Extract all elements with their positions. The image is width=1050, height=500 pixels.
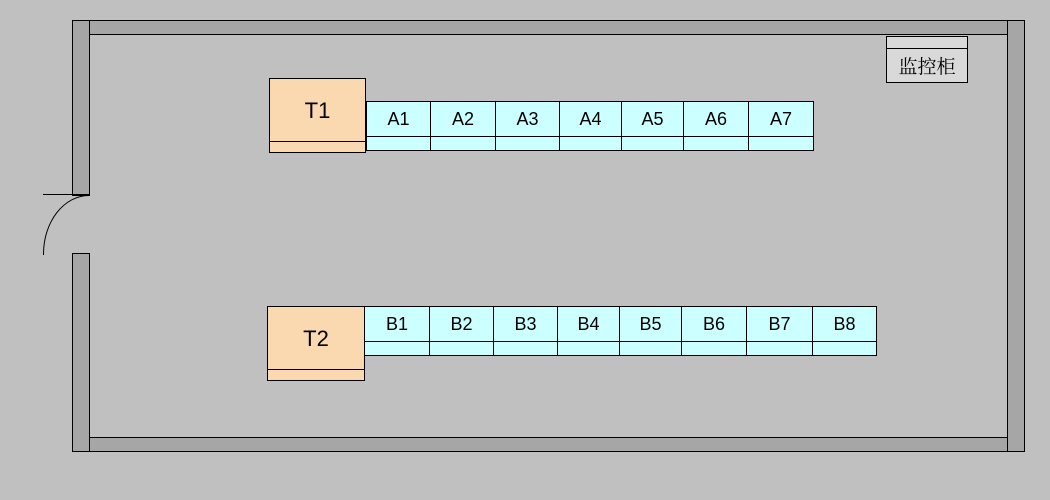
rack-label: A1 bbox=[387, 108, 410, 129]
rack-label: B1 bbox=[385, 313, 409, 334]
rack-b1[interactable] bbox=[364, 306, 430, 356]
rack-label: B6 bbox=[702, 313, 726, 334]
rack-label: A6 bbox=[704, 108, 728, 129]
rack-a5[interactable] bbox=[621, 101, 684, 151]
wall-top bbox=[72, 20, 1025, 35]
rack-label: A3 bbox=[516, 108, 539, 129]
rack-label: B4 bbox=[577, 313, 600, 334]
wall-bottom bbox=[72, 437, 1025, 452]
rack-label: B5 bbox=[639, 313, 662, 334]
rack-label: A4 bbox=[579, 108, 602, 129]
wall-left-upper bbox=[72, 20, 90, 196]
rack-b5[interactable] bbox=[619, 306, 682, 356]
wall-left-lower bbox=[72, 253, 90, 452]
table-t2-label: T2 bbox=[303, 325, 329, 351]
rack-b3[interactable] bbox=[493, 306, 558, 356]
table-t2[interactable] bbox=[267, 306, 365, 381]
rack-a6[interactable] bbox=[683, 101, 749, 151]
monitor-cabinet-label: 监控柜 bbox=[898, 55, 956, 78]
rack-b7[interactable] bbox=[746, 306, 813, 356]
rack-b6[interactable] bbox=[681, 306, 747, 356]
door-swing-arc bbox=[43, 195, 89, 255]
wall-right bbox=[1007, 20, 1025, 452]
rack-label: B7 bbox=[768, 313, 791, 334]
rack-label: A5 bbox=[641, 108, 664, 129]
rack-b4[interactable] bbox=[557, 306, 620, 356]
rack-label: B3 bbox=[514, 313, 537, 334]
rack-a2[interactable] bbox=[430, 101, 496, 151]
rack-label: A2 bbox=[451, 108, 475, 129]
rack-a4[interactable] bbox=[559, 101, 622, 151]
rack-label: B8 bbox=[833, 313, 856, 334]
rack-label: B2 bbox=[450, 313, 473, 334]
rack-a3[interactable] bbox=[495, 101, 560, 151]
rack-a7[interactable] bbox=[748, 101, 814, 151]
rack-b2[interactable] bbox=[429, 306, 494, 356]
table-t1-label: T1 bbox=[304, 97, 331, 123]
rack-b8[interactable] bbox=[812, 306, 877, 356]
table-t1[interactable] bbox=[269, 78, 366, 153]
rack-label: A7 bbox=[769, 108, 793, 129]
monitor-cabinet[interactable] bbox=[886, 36, 968, 83]
rack-a1[interactable] bbox=[366, 101, 431, 151]
